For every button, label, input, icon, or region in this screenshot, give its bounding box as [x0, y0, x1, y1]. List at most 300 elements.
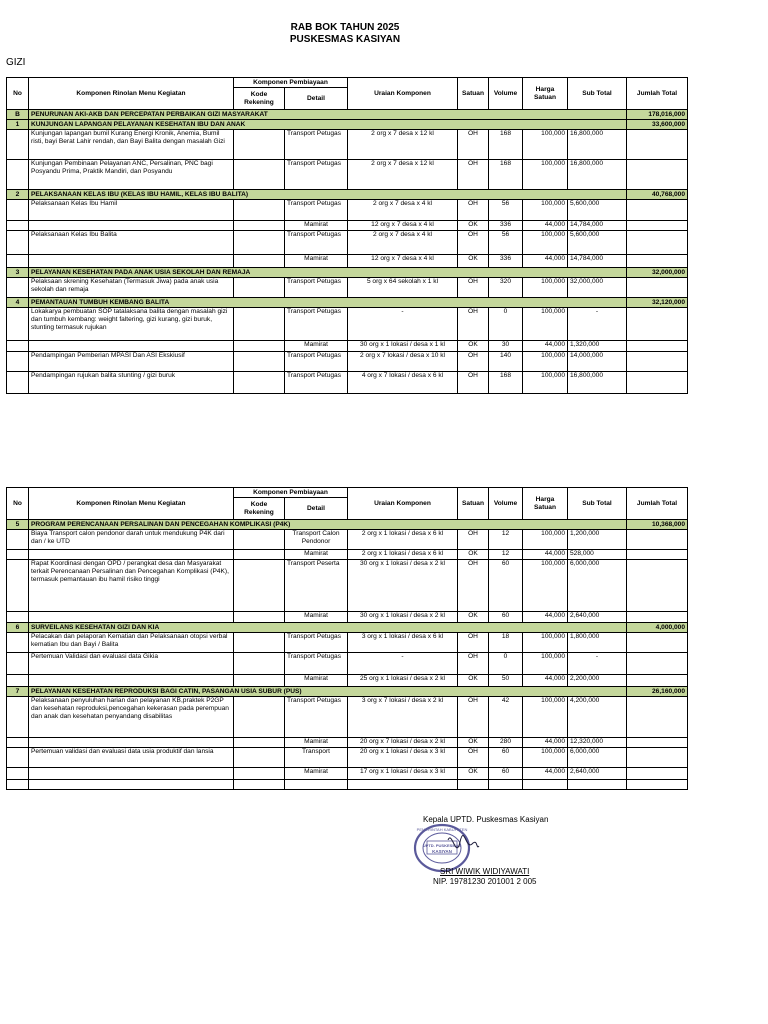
row-number: 7 — [7, 687, 29, 697]
kegiatan-cell: Rapat Koordinasi dengan OPD / perangkat desa dan Masyarakat terkait Perencanaan Persalinan dan Pencegahan Komplikasi (P4K), termasuk pemantauan ibu hamil risiko tinggi — [29, 560, 234, 612]
kode-rekening-cell — [234, 200, 285, 221]
col-jumlah-header: Jumlah Total — [627, 488, 688, 520]
kode-rekening-cell — [234, 160, 285, 190]
kegiatan-cell — [29, 221, 234, 231]
kegiatan-cell: Biaya Transport calon pendonor darah untuk mendukung P4K dari dan / ke UTD — [29, 530, 234, 550]
rab-table-2 — [6, 487, 688, 790]
row-number — [7, 231, 29, 255]
kode-rekening-cell — [234, 130, 285, 160]
kode-rekening-cell — [234, 738, 285, 748]
section-name: PROGRAM PERENCANAAN PERSALINAN DAN PENCEGAHAN KOMPLIKASI (P4K) — [29, 520, 627, 530]
jumlah-cell — [627, 653, 688, 675]
uraian-cell: 3 org x 1 lokasi / desa x 6 kl — [348, 633, 458, 653]
harga-cell: 44,000 — [523, 221, 568, 231]
table-row — [7, 768, 688, 780]
kegiatan-cell — [29, 738, 234, 748]
harga-cell: 44,000 — [523, 675, 568, 687]
jumlah-cell — [627, 341, 688, 352]
satuan-cell: OK — [458, 675, 489, 687]
satuan-cell — [458, 780, 489, 790]
uraian-cell: 30 org x 1 lokasi / desa x 2 kl — [348, 560, 458, 612]
section-row — [7, 110, 688, 120]
section-row — [7, 623, 688, 633]
section-name: PELAYANAN KESEHATAN PADA ANAK USIA SEKOLAH DAN REMAJA — [29, 268, 627, 278]
kegiatan-cell — [29, 550, 234, 560]
satuan-cell: OH — [458, 200, 489, 221]
volume-cell: 0 — [489, 308, 523, 341]
table-row — [7, 308, 688, 341]
uraian-cell: 2 org x 7 desa x 4 kl — [348, 200, 458, 221]
subtotal-cell: 528,000 — [568, 550, 627, 560]
kegiatan-cell: Pendampingan rujukan balita stunting / gizi buruk — [29, 372, 234, 394]
subtotal-cell: 14,784,000 — [568, 221, 627, 231]
table-row — [7, 748, 688, 768]
section-label: GIZI — [6, 57, 26, 68]
detail-cell: Transport — [285, 748, 348, 768]
detail-cell: Transport Petugas — [285, 697, 348, 738]
section-row — [7, 298, 688, 308]
kode-rekening-cell — [234, 612, 285, 623]
volume-cell: 12 — [489, 530, 523, 550]
harga-cell: 44,000 — [523, 738, 568, 748]
table-row — [7, 278, 688, 298]
subtotal-cell: 1,800,000 — [568, 633, 627, 653]
satuan-cell: OK — [458, 550, 489, 560]
detail-cell: Transport Petugas — [285, 633, 348, 653]
row-number — [7, 530, 29, 550]
subtotal-cell: 32,000,000 — [568, 278, 627, 298]
uraian-cell: 30 org x 1 lokasi / desa x 1 kl — [348, 341, 458, 352]
subtotal-cell: 16,800,000 — [568, 160, 627, 190]
kegiatan-cell: Pelaksanaan Kelas Ibu Hamil — [29, 200, 234, 221]
harga-cell: 100,000 — [523, 308, 568, 341]
row-number — [7, 780, 29, 790]
harga-cell: 44,000 — [523, 550, 568, 560]
harga-cell: 100,000 — [523, 697, 568, 738]
table-row — [7, 160, 688, 190]
detail-cell: Mamirat — [285, 738, 348, 748]
satuan-cell: OK — [458, 221, 489, 231]
detail-cell: Transport Petugas — [285, 200, 348, 221]
volume-cell: 168 — [489, 160, 523, 190]
kode-rekening-cell — [234, 675, 285, 687]
uraian-cell: 2 org x 1 lokasi / desa x 6 kl — [348, 550, 458, 560]
table-row — [7, 675, 688, 687]
col-volume-header: Volume — [489, 488, 523, 520]
subtotal-cell: - — [568, 308, 627, 341]
satuan-cell: OK — [458, 341, 489, 352]
kode-rekening-cell — [234, 550, 285, 560]
row-number — [7, 612, 29, 623]
col-komponen-header: Komponen Rinolan Menu Kegiatan — [29, 78, 234, 110]
harga-cell: 100,000 — [523, 530, 568, 550]
jumlah-cell — [627, 372, 688, 394]
satuan-cell: OH — [458, 653, 489, 675]
table-row — [7, 221, 688, 231]
kode-rekening-cell — [234, 231, 285, 255]
volume-cell: 168 — [489, 372, 523, 394]
row-number: B — [7, 110, 29, 120]
volume-cell: 60 — [489, 612, 523, 623]
section-name: PELAKSANAAN KELAS IBU (KELAS IBU HAMIL, KELAS IBU BALITA) — [29, 190, 627, 200]
subtotal-cell: 16,800,000 — [568, 130, 627, 160]
subtotal-cell: 5,600,000 — [568, 231, 627, 255]
volume-cell: 56 — [489, 231, 523, 255]
section-name: PENURUNAN AKI-AKB DAN PERCEPATAN PERBAIKAN GIZI MASYARAKAT — [29, 110, 627, 120]
row-number: 4 — [7, 298, 29, 308]
satuan-cell: OH — [458, 160, 489, 190]
col-pembiayaan-header: Komponen Pembiayaan — [234, 78, 348, 88]
satuan-cell: OH — [458, 530, 489, 550]
row-number: 3 — [7, 268, 29, 278]
kegiatan-cell: Pendampingan Pemberian MPASI Dan ASI Ekskiusif — [29, 352, 234, 372]
satuan-cell: OK — [458, 255, 489, 268]
table-row — [7, 352, 688, 372]
harga-cell: 100,000 — [523, 278, 568, 298]
volume-cell: 280 — [489, 738, 523, 748]
jumlah-cell — [627, 550, 688, 560]
harga-cell: 100,000 — [523, 748, 568, 768]
satuan-cell: OH — [458, 130, 489, 160]
uraian-cell: - — [348, 653, 458, 675]
subtotal-cell: 2,640,000 — [568, 612, 627, 623]
volume-cell: 140 — [489, 352, 523, 372]
subtotal-cell: 12,320,000 — [568, 738, 627, 748]
subtotal-cell: 6,000,000 — [568, 748, 627, 768]
jumlah-cell — [627, 748, 688, 768]
jumlah-cell — [627, 352, 688, 372]
section-row — [7, 190, 688, 200]
detail-cell: Transport Petugas — [285, 231, 348, 255]
subtotal-cell: 14,000,000 — [568, 352, 627, 372]
kode-rekening-cell — [234, 748, 285, 768]
stamp-top-text: PEMERINTAH KABUPATEN — [416, 827, 468, 832]
satuan-cell: OH — [458, 748, 489, 768]
col-harga-header: Harga Satuan — [523, 488, 568, 520]
col-satuan-header: Satuan — [458, 78, 489, 110]
official-stamp — [412, 820, 480, 874]
table-row — [7, 633, 688, 653]
detail-cell: Mamirat — [285, 255, 348, 268]
jumlah-total: 32,120,000 — [627, 298, 688, 308]
jumlah-total: 40,768,000 — [627, 190, 688, 200]
uraian-cell: 3 org x 7 lokasi / desa x 2 kl — [348, 697, 458, 738]
kegiatan-cell: Pelaksaan skrening Kesehatan (Termasuk Jiwa) pada anak usia sekolah dan remaja — [29, 278, 234, 298]
table-row — [7, 560, 688, 612]
table-row — [7, 200, 688, 221]
kode-rekening-cell — [234, 560, 285, 612]
detail-cell: Mamirat — [285, 221, 348, 231]
uraian-cell: 12 org x 7 desa x 4 kl — [348, 221, 458, 231]
document-title: RAB BOK TAHUN 2025 — [290, 22, 400, 33]
subtotal-cell: 2,640,000 — [568, 768, 627, 780]
harga-cell — [523, 780, 568, 790]
kode-rekening-cell — [234, 530, 285, 550]
row-number — [7, 550, 29, 560]
jumlah-cell — [627, 768, 688, 780]
harga-cell: 100,000 — [523, 560, 568, 612]
table-row — [7, 550, 688, 560]
table-row — [7, 653, 688, 675]
detail-cell: Transport Petugas — [285, 308, 348, 341]
subtotal-cell: 4,200,000 — [568, 697, 627, 738]
volume-cell: 336 — [489, 255, 523, 268]
row-number — [7, 160, 29, 190]
kode-rekening-cell — [234, 768, 285, 780]
uraian-cell: 25 org x 1 lokasi / desa x 2 kl — [348, 675, 458, 687]
document-subtitle: PUSKESMAS KASIYAN — [289, 34, 401, 45]
section-name: PEMANTAUAN TUMBUH KEMBANG BALITA — [29, 298, 627, 308]
jumlah-cell — [627, 255, 688, 268]
kode-rekening-cell — [234, 633, 285, 653]
table-row — [7, 231, 688, 255]
kode-rekening-cell — [234, 372, 285, 394]
jumlah-cell — [627, 160, 688, 190]
row-number — [7, 130, 29, 160]
kode-rekening-cell — [234, 697, 285, 738]
jumlah-cell — [627, 633, 688, 653]
satuan-cell: OH — [458, 560, 489, 612]
uraian-cell: 2 org x 1 lokasi / desa x 6 kl — [348, 530, 458, 550]
jumlah-total: 10,368,000 — [627, 520, 688, 530]
jumlah-cell — [627, 780, 688, 790]
kegiatan-cell — [29, 612, 234, 623]
jumlah-cell — [627, 221, 688, 231]
col-jumlah-header: Jumlah Total — [627, 78, 688, 110]
volume-cell: 30 — [489, 341, 523, 352]
volume-cell: 60 — [489, 560, 523, 612]
jumlah-cell — [627, 530, 688, 550]
satuan-cell: OH — [458, 278, 489, 298]
kegiatan-cell: Pertemuan validasi dan evaluasi data usia produktif dan lansia — [29, 748, 234, 768]
detail-cell: Transport Calon Pendonor — [285, 530, 348, 550]
row-number — [7, 308, 29, 341]
row-number — [7, 255, 29, 268]
volume-cell: 168 — [489, 130, 523, 160]
jumlah-cell — [627, 278, 688, 298]
uraian-cell: 2 org x 7 desa x 12 kl — [348, 160, 458, 190]
volume-cell: 0 — [489, 653, 523, 675]
kegiatan-cell — [29, 780, 234, 790]
table-row — [7, 738, 688, 748]
col-satuan-header: Satuan — [458, 488, 489, 520]
uraian-cell: 2 org x 7 desa x 12 kl — [348, 130, 458, 160]
table-row — [7, 372, 688, 394]
jumlah-total: 178,016,000 — [627, 110, 688, 120]
volume-cell: 12 — [489, 550, 523, 560]
harga-cell: 100,000 — [523, 633, 568, 653]
satuan-cell: OK — [458, 768, 489, 780]
jumlah-cell — [627, 738, 688, 748]
col-kode-header: Kode Rekening — [234, 88, 285, 110]
kegiatan-cell — [29, 255, 234, 268]
row-number — [7, 560, 29, 612]
volume-cell: 42 — [489, 697, 523, 738]
col-detail-header: Detail — [285, 88, 348, 110]
volume-cell: 56 — [489, 200, 523, 221]
subtotal-cell: 1,200,000 — [568, 530, 627, 550]
table-row — [7, 530, 688, 550]
harga-cell: 44,000 — [523, 341, 568, 352]
harga-cell: 100,000 — [523, 231, 568, 255]
row-number — [7, 341, 29, 352]
table-row — [7, 697, 688, 738]
table-row — [7, 341, 688, 352]
harga-cell: 100,000 — [523, 372, 568, 394]
col-pembiayaan-header: Komponen Pembiayaan — [234, 488, 348, 498]
row-number — [7, 372, 29, 394]
row-number — [7, 768, 29, 780]
uraian-cell: 20 org x 7 lokasi / desa x 2 kl — [348, 738, 458, 748]
uraian-cell: 4 org x 7 lokasi / desa x 6 kl — [348, 372, 458, 394]
volume-cell: 320 — [489, 278, 523, 298]
kegiatan-cell: Pertemuan Validasi dan evaluasi data Gikia — [29, 653, 234, 675]
jumlah-cell — [627, 697, 688, 738]
detail-cell: Mamirat — [285, 341, 348, 352]
rab-table-1 — [6, 77, 688, 394]
col-no-header: No — [7, 78, 29, 110]
kegiatan-cell: Pelaksanaan penyuluhan harian dan pelayanan KB,praktek P2GP dan kesehatan reproduksi,pencegahan kekerasan pada perempuan dan anak dan kesehatan penyandang disabilitas — [29, 697, 234, 738]
satuan-cell: OH — [458, 352, 489, 372]
table-row — [7, 780, 688, 790]
section-row — [7, 120, 688, 130]
kegiatan-cell — [29, 768, 234, 780]
satuan-cell: OH — [458, 308, 489, 341]
harga-cell: 100,000 — [523, 130, 568, 160]
row-number: 1 — [7, 120, 29, 130]
subtotal-cell: 5,600,000 — [568, 200, 627, 221]
uraian-cell: 5 org x 64 sekolah x 1 kl — [348, 278, 458, 298]
harga-cell: 44,000 — [523, 255, 568, 268]
kode-rekening-cell — [234, 352, 285, 372]
jumlah-cell — [627, 200, 688, 221]
harga-cell: 44,000 — [523, 768, 568, 780]
col-komponen-header: Komponen Rinolan Menu Kegiatan — [29, 488, 234, 520]
harga-cell: 100,000 — [523, 160, 568, 190]
detail-cell: Transport Petugas — [285, 130, 348, 160]
kode-rekening-cell — [234, 653, 285, 675]
stamp-center-text: UPTD. PUSKESMAS — [422, 843, 462, 848]
col-uraian-header: Uraian Komponen — [348, 78, 458, 110]
kode-rekening-cell — [234, 341, 285, 352]
row-number — [7, 675, 29, 687]
row-number — [7, 697, 29, 738]
row-number: 6 — [7, 623, 29, 633]
section-row — [7, 268, 688, 278]
kode-rekening-cell — [234, 278, 285, 298]
detail-cell: Mamirat — [285, 675, 348, 687]
detail-cell: Transport Peserta — [285, 560, 348, 612]
harga-cell: 100,000 — [523, 352, 568, 372]
signature-nip: NIP. 19781230 201001 2 005 — [433, 877, 537, 886]
jumlah-total: 4,000,000 — [627, 623, 688, 633]
row-number — [7, 653, 29, 675]
uraian-cell: 17 org x 1 lokasi / desa x 3 kl — [348, 768, 458, 780]
row-number — [7, 221, 29, 231]
detail-cell — [285, 780, 348, 790]
detail-cell: Transport Petugas — [285, 160, 348, 190]
signature-position: Kepala UPTD. Puskesmas Kasiyan — [423, 815, 549, 824]
section-name: KUNJUNGAN LAPANGAN PELAYANAN KESEHATAN IBU DAN ANAK — [29, 120, 627, 130]
satuan-cell: OH — [458, 372, 489, 394]
volume-cell: 60 — [489, 768, 523, 780]
detail-cell: Transport Petugas — [285, 372, 348, 394]
kegiatan-cell — [29, 675, 234, 687]
kode-rekening-cell — [234, 221, 285, 231]
volume-cell: 336 — [489, 221, 523, 231]
volume-cell — [489, 780, 523, 790]
detail-cell: Transport Petugas — [285, 653, 348, 675]
satuan-cell: OK — [458, 738, 489, 748]
harga-cell: 100,000 — [523, 653, 568, 675]
row-number — [7, 633, 29, 653]
detail-cell: Transport Petugas — [285, 352, 348, 372]
stamp-center-text-2: KASIYAN — [432, 849, 452, 854]
volume-cell: 60 — [489, 748, 523, 768]
detail-cell: Transport Petugas — [285, 278, 348, 298]
section-row — [7, 520, 688, 530]
section-name: SURVEILANS KESEHATAN GIZI DAN KIA — [29, 623, 627, 633]
row-number — [7, 278, 29, 298]
volume-cell: 18 — [489, 633, 523, 653]
volume-cell: 50 — [489, 675, 523, 687]
uraian-cell — [348, 780, 458, 790]
kegiatan-cell: Lokakarya pembuatan SOP tatalaksana balita dengan masalah gizi dan tumbuh kembang: weight faltering, gizi kurang, gizi buruk, stunting termasuk rujukan — [29, 308, 234, 341]
uraian-cell: 30 org x 1 lokasi / desa x 2 kl — [348, 612, 458, 623]
kegiatan-cell — [29, 341, 234, 352]
row-number — [7, 748, 29, 768]
uraian-cell: 2 org x 7 lokasi / desa x 10 kl — [348, 352, 458, 372]
satuan-cell: OH — [458, 231, 489, 255]
table-row — [7, 130, 688, 160]
detail-cell: Mamirat — [285, 612, 348, 623]
row-number: 2 — [7, 190, 29, 200]
subtotal-cell — [568, 780, 627, 790]
col-subtotal-header: Sub Total — [568, 488, 627, 520]
jumlah-cell — [627, 308, 688, 341]
row-number: 5 — [7, 520, 29, 530]
kegiatan-cell: Kunjungan lapangan bumil Kurang Energi Kronik, Anemia, Bumil risti, bayi Berat Lahir rendah, dan Bayi Balita dengan masalah Gizi — [29, 130, 234, 160]
jumlah-cell — [627, 612, 688, 623]
kegiatan-cell: Pelaksanaan Kelas Ibu Balita — [29, 231, 234, 255]
jumlah-total: 32,000,000 — [627, 268, 688, 278]
subtotal-cell: 6,000,000 — [568, 560, 627, 612]
jumlah-total: 33,600,000 — [627, 120, 688, 130]
col-harga-header: Harga Satuan — [523, 78, 568, 110]
satuan-cell: OH — [458, 697, 489, 738]
kode-rekening-cell — [234, 255, 285, 268]
subtotal-cell: 16,800,000 — [568, 372, 627, 394]
col-subtotal-header: Sub Total — [568, 78, 627, 110]
kegiatan-cell: Kunjungan Pembinaan Pelayanan ANC, Persalinan, PNC bagi Posyandu Prima, Praktik Mandiri, dan Posyandu — [29, 160, 234, 190]
subtotal-cell: 14,784,000 — [568, 255, 627, 268]
jumlah-cell — [627, 130, 688, 160]
uraian-cell: - — [348, 308, 458, 341]
jumlah-cell — [627, 675, 688, 687]
subtotal-cell: - — [568, 653, 627, 675]
jumlah-cell — [627, 560, 688, 612]
detail-cell: Mamirat — [285, 550, 348, 560]
col-detail-header: Detail — [285, 498, 348, 520]
col-uraian-header: Uraian Komponen — [348, 488, 458, 520]
table-row — [7, 612, 688, 623]
harga-cell: 100,000 — [523, 200, 568, 221]
jumlah-total: 26,160,000 — [627, 687, 688, 697]
jumlah-cell — [627, 231, 688, 255]
uraian-cell: 12 org x 7 desa x 4 kl — [348, 255, 458, 268]
kode-rekening-cell — [234, 780, 285, 790]
row-number — [7, 738, 29, 748]
